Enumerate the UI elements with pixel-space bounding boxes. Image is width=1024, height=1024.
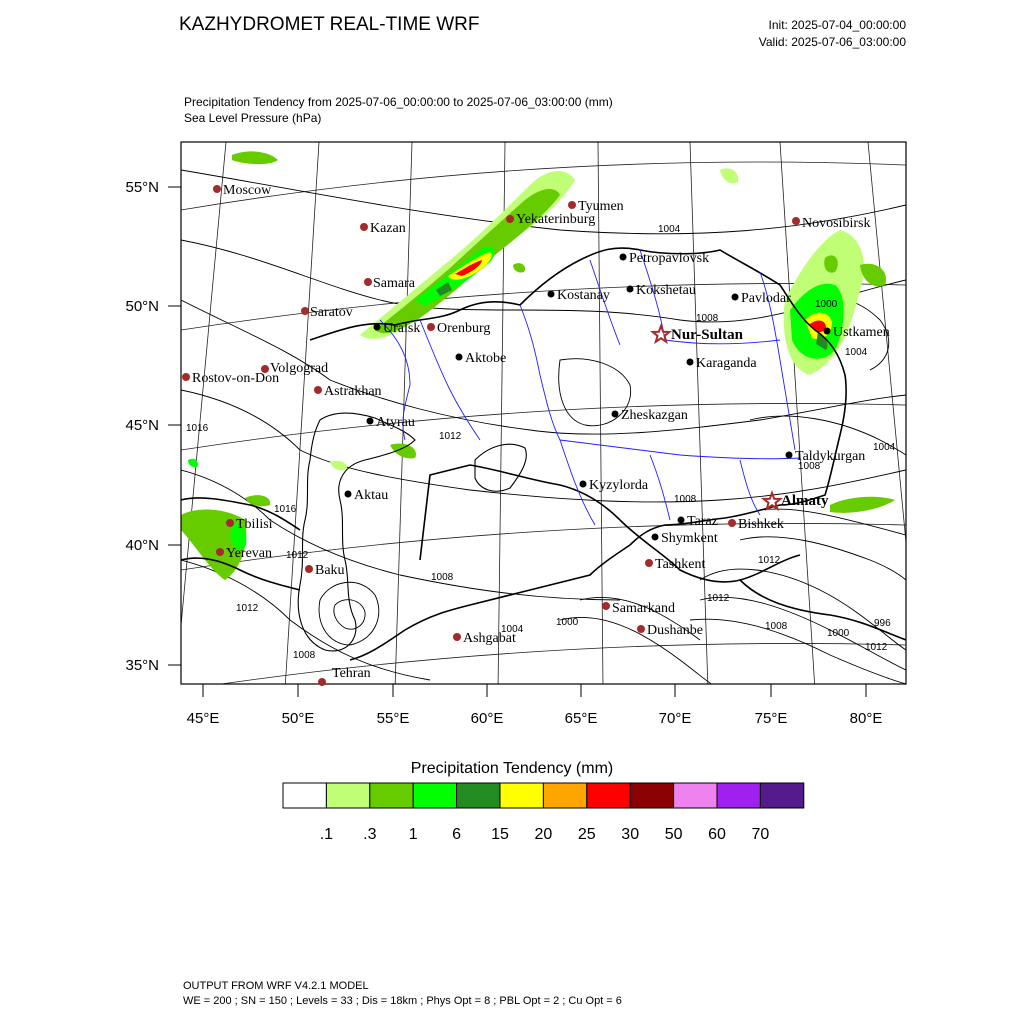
city-label: Bishkek bbox=[738, 517, 784, 532]
city-label: Pavlodar bbox=[741, 291, 791, 306]
city-marker-novosibirsk bbox=[792, 216, 870, 231]
isobar-label: 1012 bbox=[865, 642, 888, 653]
isobar-label: 1004 bbox=[501, 624, 524, 635]
city-marker-taldykurgan bbox=[786, 449, 866, 464]
capital-star-icon bbox=[653, 326, 670, 342]
city-marker-kostanay bbox=[548, 288, 610, 303]
chart-title: KAZHYDROMET REAL-TIME WRF bbox=[179, 14, 480, 35]
lat-label: 50°N bbox=[125, 298, 159, 315]
colorbar-swatch bbox=[413, 783, 456, 808]
city-label: Zheskazgan bbox=[621, 408, 688, 423]
isobars bbox=[181, 170, 906, 684]
city-label: Tyumen bbox=[578, 199, 624, 214]
colorbar-boxes bbox=[283, 783, 804, 808]
isobar-label: 1004 bbox=[658, 224, 681, 235]
lat-labels bbox=[125, 179, 159, 674]
colorbar-label: 6 bbox=[452, 826, 462, 843]
city-label: Kokshetau bbox=[636, 283, 696, 298]
colorbar-swatch bbox=[457, 783, 500, 808]
colorbar-label: 15 bbox=[491, 826, 509, 843]
field-subtitle-slp: Sea Level Pressure (hPa) bbox=[184, 111, 322, 125]
city-label: Tehran bbox=[332, 666, 371, 681]
city-marker-bishkek bbox=[728, 517, 784, 532]
lon-label: 50°E bbox=[281, 710, 315, 727]
colorbar-label: 25 bbox=[577, 826, 596, 843]
city-marker-ustkamen bbox=[824, 325, 890, 340]
city-label: Tashkent bbox=[655, 557, 706, 572]
colorbar-label: 30 bbox=[621, 826, 640, 843]
isobar-label: 1016 bbox=[274, 504, 297, 515]
city-marker-taraz bbox=[678, 514, 718, 529]
colorbar-label: 50 bbox=[664, 826, 683, 843]
city-marker-almaty bbox=[764, 493, 829, 509]
city-label: Moscow bbox=[223, 183, 272, 198]
field-subtitle-precip: Precipitation Tendency from 2025-07-06_00:00:00 to 2025-07-06_03:00:00 (mm) bbox=[184, 95, 613, 109]
colorbar-swatch bbox=[543, 783, 586, 808]
city-label: Samara bbox=[373, 276, 415, 291]
colorbar-swatch bbox=[717, 783, 760, 808]
city-marker-tashkent bbox=[645, 557, 705, 572]
city-label: Saratov bbox=[310, 305, 353, 320]
lon-label: 60°E bbox=[470, 710, 504, 727]
city-label: Volgograd bbox=[270, 361, 329, 376]
colorbar-swatch bbox=[500, 783, 543, 808]
colorbar-swatch bbox=[326, 783, 369, 808]
isobar-label: 1004 bbox=[873, 442, 896, 453]
city-marker-tehran bbox=[318, 666, 371, 686]
city-label: Tbilisi bbox=[236, 517, 273, 532]
city-marker-yekaterinburg bbox=[506, 212, 595, 227]
city-label: Kostanay bbox=[557, 288, 610, 303]
city-marker-orenburg bbox=[427, 321, 490, 336]
city-label: Yerevan bbox=[226, 546, 273, 561]
isobar-label: 1008 bbox=[431, 572, 454, 583]
isobar-label: 1012 bbox=[707, 593, 730, 604]
city-marker-rostov bbox=[182, 371, 279, 386]
isobar-label: 1016 bbox=[186, 423, 209, 434]
city-label: Orenburg bbox=[437, 321, 491, 336]
city-marker-samara bbox=[364, 276, 416, 291]
isobar-label: 1008 bbox=[293, 650, 316, 661]
init-time: Init: 2025-07-04_00:00:00 bbox=[768, 18, 906, 32]
city-marker-karaganda bbox=[687, 356, 758, 371]
lon-labels bbox=[187, 710, 883, 727]
city-label: Ustkamen bbox=[833, 325, 890, 340]
colorbar-label: 20 bbox=[534, 826, 553, 843]
isobar-label: 1000 bbox=[827, 628, 850, 639]
city-marker-pavlodar bbox=[732, 291, 792, 306]
city-label: Atyrau bbox=[376, 415, 415, 430]
isobar-label: 1000 bbox=[556, 617, 579, 628]
lat-label: 45°N bbox=[125, 417, 159, 434]
city-label: Baku bbox=[315, 563, 345, 578]
city-marker-nur-sultan bbox=[653, 326, 744, 343]
city-label: Petropavlovsk bbox=[629, 251, 710, 266]
lon-label: 65°E bbox=[564, 710, 598, 727]
city-marker-baku bbox=[305, 563, 345, 578]
isobar-label: 1004 bbox=[845, 347, 868, 358]
city-label: Uralsk bbox=[383, 321, 421, 336]
colorbar-label: .1 bbox=[319, 826, 334, 843]
colorbar-label: 1 bbox=[408, 826, 418, 843]
isobar-label: 1000 bbox=[815, 299, 838, 310]
city-marker-aktobe bbox=[456, 351, 507, 366]
city-label: Kazan bbox=[370, 221, 406, 236]
isobar-label: 1012 bbox=[439, 431, 462, 442]
city-label: Aktobe bbox=[465, 351, 507, 366]
lat-label: 35°N bbox=[125, 657, 159, 674]
footer-model-line: OUTPUT FROM WRF V4.2.1 MODEL bbox=[183, 980, 369, 992]
capital-label: Almaty bbox=[781, 493, 829, 509]
capital-label: Nur-Sultan bbox=[671, 327, 743, 343]
city-marker-petropavlovsk bbox=[620, 251, 710, 266]
city-marker-astrakhan bbox=[314, 384, 382, 399]
colorbar bbox=[283, 783, 804, 808]
colorbar-label: 70 bbox=[751, 826, 770, 843]
city-label: Samarkand bbox=[612, 601, 675, 616]
colorbar-swatch bbox=[587, 783, 630, 808]
colorbar-swatch bbox=[630, 783, 673, 808]
city-marker-kazan bbox=[360, 221, 406, 236]
isobar-label: 1008 bbox=[696, 313, 719, 324]
colorbar-swatch bbox=[370, 783, 413, 808]
city-label: Aktau bbox=[354, 488, 389, 503]
colorbar-label: .3 bbox=[363, 826, 377, 843]
city-label: Taraz bbox=[687, 514, 718, 529]
city-marker-kyzylorda bbox=[580, 478, 649, 493]
city-label: Rostov-on-Don bbox=[192, 371, 280, 386]
city-label: Yekaterinburg bbox=[516, 212, 596, 227]
city-marker-aktau bbox=[345, 488, 389, 503]
lon-label: 45°E bbox=[186, 710, 220, 727]
isobar-label: 1012 bbox=[236, 603, 259, 614]
lat-label: 40°N bbox=[125, 537, 159, 554]
city-markers bbox=[182, 183, 890, 686]
footer-config-line: WE = 200 ; SN = 150 ; Levels = 33 ; Dis = 18km ; Phys Opt = 8 ; PBL Opt = 2 ; Cu Opt = 6 bbox=[183, 995, 622, 1007]
colorbar-title: Precipitation Tendency (mm) bbox=[410, 760, 614, 777]
city-label: Novosibirsk bbox=[802, 216, 871, 231]
lon-label: 55°E bbox=[376, 710, 410, 727]
isobar-label: 1012 bbox=[758, 555, 781, 566]
city-marker-kokshetau bbox=[627, 283, 696, 298]
lon-label: 80°E bbox=[849, 710, 883, 727]
lat-label: 55°N bbox=[125, 179, 159, 196]
city-label: Dushanbe bbox=[647, 623, 703, 638]
city-marker-ashgabat bbox=[453, 631, 516, 646]
isobar-label: 1008 bbox=[765, 621, 788, 632]
isobar-label: 1012 bbox=[286, 550, 309, 561]
city-marker-dushanbe bbox=[637, 623, 703, 638]
lon-label: 70°E bbox=[658, 710, 692, 727]
city-label: Kyzylorda bbox=[589, 478, 649, 493]
city-label: Astrakhan bbox=[324, 384, 382, 399]
city-marker-zheskazgan bbox=[612, 408, 688, 423]
isobar-label: 1008 bbox=[798, 461, 821, 472]
city-label: Taldykurgan bbox=[795, 449, 866, 464]
lon-label: 75°E bbox=[754, 710, 788, 727]
colorbar-swatch bbox=[283, 783, 326, 808]
valid-time: Valid: 2025-07-06_03:00:00 bbox=[758, 35, 906, 49]
city-marker-samarkand bbox=[602, 601, 675, 616]
colorbar-swatch bbox=[674, 783, 717, 808]
colorbar-label: 60 bbox=[708, 826, 726, 843]
city-label: Karaganda bbox=[696, 356, 757, 371]
isobar-label: 996 bbox=[874, 618, 891, 629]
isobar-label: 1008 bbox=[674, 494, 697, 505]
colorbar-swatch bbox=[760, 783, 803, 808]
city-marker-shymkent bbox=[652, 531, 718, 546]
city-label: Ashgabat bbox=[463, 631, 516, 646]
city-label: Shymkent bbox=[661, 531, 718, 546]
